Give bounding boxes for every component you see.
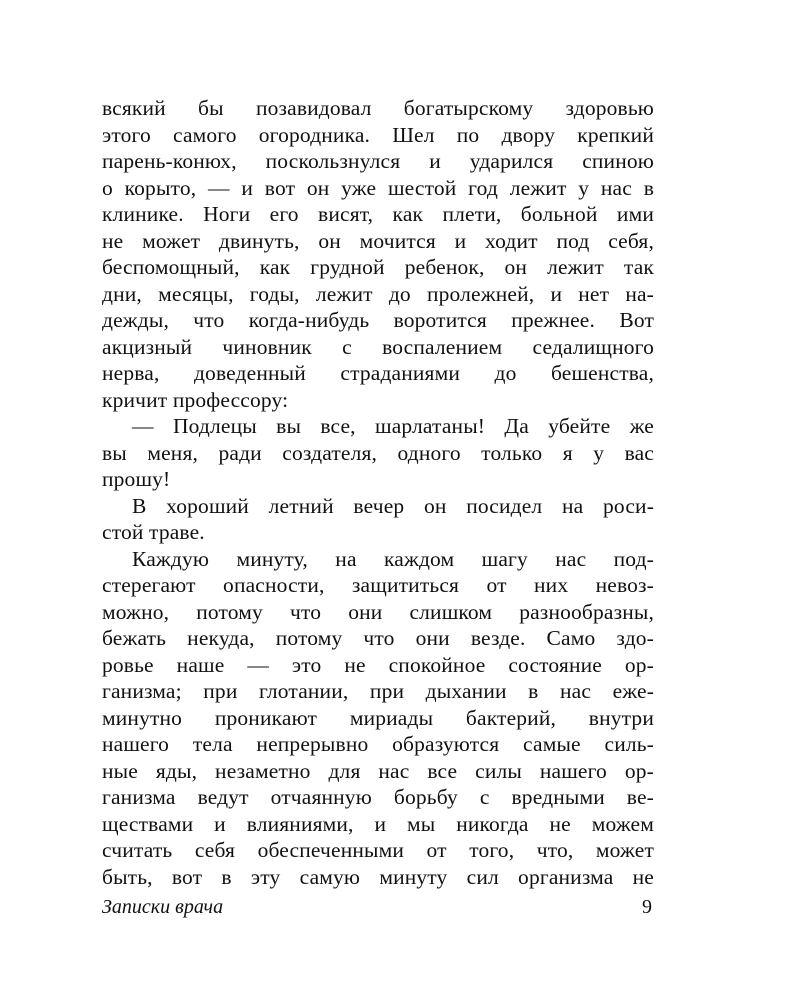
text-line: клинике. Ноги его висят, как плети, больной ими xyxy=(102,202,654,226)
text-line: В хороший летний вечер он посидел на роси- xyxy=(132,493,654,518)
text-line: бежать некуда, потому что они везде. Само здо- xyxy=(102,626,654,650)
page-number: 9 xyxy=(642,896,652,918)
text-line: дни, месяцы, годы, лежит до пролежней, и нет на- xyxy=(102,281,654,306)
text-line: вы меня, ради создателя, одного только я у вас xyxy=(102,440,654,465)
text-line: ные яды, незаметно для нас все силы нашего ор- xyxy=(102,758,654,783)
text-line: минутно проникают мириады бактерий, внутри xyxy=(102,705,654,730)
text-line: этого самого огородника. Шел по двору крепкий xyxy=(102,122,654,147)
running-title: Записки врача xyxy=(102,896,224,918)
text-line: нерва, доведенный страданиями до бешенства, xyxy=(102,361,654,385)
text-line: дежды, что когда-нибудь воротится прежнее. Вот xyxy=(102,308,654,332)
text-line: прошу! xyxy=(102,467,171,491)
text-line: Каждую минуту, на каждом шагу нас под- xyxy=(132,546,654,571)
text-line: беспомощный, как грудной ребенок, он лежит так xyxy=(102,255,654,279)
text-line: стерегают опасности, защититься от них невоз- xyxy=(102,573,654,597)
body-text xyxy=(102,95,654,890)
page-footer xyxy=(102,892,654,922)
text-line: ганизма; при глотании, при дыхании в нас еже- xyxy=(102,679,654,703)
text-line: стой траве. xyxy=(102,520,205,544)
text-line: ганизма ведут отчаянную борьбу с вредными ве- xyxy=(102,785,654,809)
text-line: ществами и влияниями, и мы никогда не можем xyxy=(102,811,654,836)
text-line: не может двинуть, он мочится и ходит под себя, xyxy=(102,228,654,253)
text-line: нашего тела непрерывно образуются самые силь- xyxy=(102,732,654,756)
text-line: парень-конюх, поскользнулся и ударился спиною xyxy=(102,149,654,173)
text-line: кричит профессору: xyxy=(102,387,289,412)
text-line: акцизный чиновник с воспалением седалищного xyxy=(102,334,654,359)
text-line: быть, вот в эту самую минуту сил организма не xyxy=(102,864,654,889)
text-line: — Подлецы вы все, шарлатаны! Да убейте же xyxy=(132,414,654,438)
text-line: ровье наше — это не спокойное состояние ор- xyxy=(102,652,654,677)
text-line: можно, потому что они слишком разнообразны, xyxy=(102,599,654,624)
text-line: считать себя обеспеченными от того, что, может xyxy=(102,838,654,862)
text-line: о корыто, — и вот он уже шестой год лежит у нас в xyxy=(102,175,654,200)
text-line: всякий бы позавидовал богатырскому здоровью xyxy=(102,96,654,120)
